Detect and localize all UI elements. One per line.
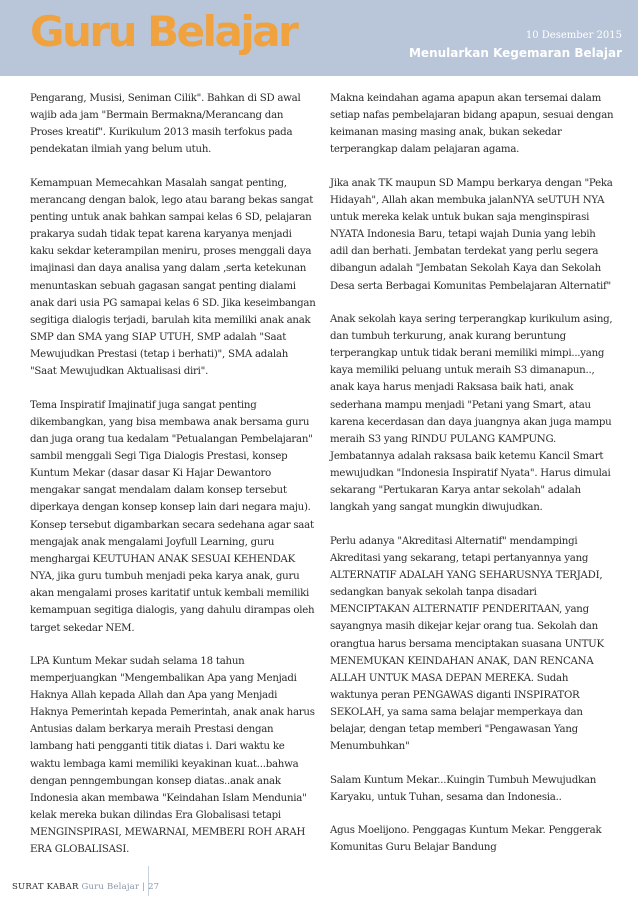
article-column-left [30,90,316,875]
page-header [0,0,638,76]
paragraph: Pengarang, Musisi, Seniman Cilik". Bahkan di SD awal wajib ada jam "Bermain Bermakna/Merancang dan Proses kreatif". Kurikulum 2013 masih terfokus pada pendekatan ilmiah yang belum utuh. [30,93,301,156]
paragraph: Makna keindahan agama apapun akan tersemai dalam setiap nafas pembelajaran bidang apapun, sesuai dengan keimanan masing masing anak, bukan sekedar terperangkap dalam pelajaran agama. [330,93,614,156]
issue-date: 10 Desember 2015 [525,30,622,41]
article-column-right [330,90,616,872]
paragraph: Jika anak TK maupun SD Mampu berkarya dengan "Peka Hidayah", Allah akan membuka jalanNYA seUTUH NYA untuk mereka kelak untuk bukan saja menginspirasi NYATA Indonesia Baru, tetapi wajah Dunia yang lebih adil dan berhati. Jembatan terdekat yang perlu segera dibangun adalah "Jembatan Sekolah Kaya dan Sekolah Desa serta Berbagai Komunitas Pembelajaran Alternatif" [330,177,613,292]
paragraph: Anak sekolah kaya sering terperangkap kurikulum asing, dan tumbuh terkurung, anak kurang beruntung terperangkap untuk tidak berani memiliki mimpi...yang kaya memiliki peluang untuk meraih S3 dimanapun.., anak kaya harus menjadi Raksasa baik hati, anak sederhana mampu menjadi "Petani yang Smart, atau karena kecerdasan dan daya juangnya akan juga mampu meraih S3 yang RINDU PULANG KAMPUNG. Jembatannya adalah raksasa baik ketemu Kancil Smart mewujudkan "Indonesia Inspiratif Nyata". Harus dimulai sekarang "Pertukaran Karya antar sekolah" adalah langkah yang sangat mungkin diwujudkan. [330,313,613,514]
paragraph: Perlu adanya "Akreditasi Alternatif" mendampingi Akreditasi yang sekarang, tetapi pertanyannya yang ALTERNATIF ADALAH YANG SEHARUSNYA TERJADI, sedangkan banyak sekolah tanpa disadari MENCIPTAKAN ALTERNATIF PENDERITAAN, yang sayangnya masih dikejar kejar orang tua. Sekolah dan orangtua harus bersama menciptakan suasana UNTUK MENEMUKAN KEINDAHAN ANAK, DAN RENCANA ALLAH UNTUK MASA DEPAN MEREKA. Sudah waktunya peran PENGAWAS diganti INSPIRATOR SEKOLAH, ya sama sama belajar memperkaya dan belajar, dengan tetap memberi "Pengawasan Yang Menumbuhkan" [330,535,604,753]
paragraph: Salam Kuntum Mekar...Kuingin Tumbuh Mewujudkan Karyaku, untuk Tuhan, sesama dan Indonesia.. [330,774,597,803]
masthead-tagline: Menularkan Kegemaran Belajar [408,46,622,60]
paragraph: Tema Inspiratif Imajinatif juga sangat penting dikembangkan, yang bisa membawa anak bersama guru dan juga orang tua kedalam "Petualangan Pembelajaran" sambil menggali Segi Tiga Dialogis Prestasi, konsep Kuntum Mekar (dasar dasar Ki Hajar Dewantoro mengakar sangat mendalam dalam konsep tersebut diperkaya dengan konsep konsep lain dari negara maju). Konsep tersebut digambarkan secara sedehana agar saat mengajak anak mengalami Joyfull Learning, guru menghargai KEUTUHAN ANAK SESUAI KEHENDAK NYA, jika guru tumbuh menjadi peka karya anak, guru akan mengalami proses karitatif untuk kembali memiliki kemampuan segitiga dialogis, yang dahulu dirampas oleh target sekedar NEM. [30,399,315,634]
page-footer [12,882,159,892]
paragraph: Agus Moelijono. Penggagas Kuntum Mekar. Penggerak Komunitas Guru Belajar Bandung [330,824,602,854]
footer-publication: SURAT KABAR [12,882,79,892]
footer-section-page: Guru Belajar | 27 [81,882,160,892]
paragraph: LPA Kuntum Mekar sudah selama 18 tahun memperjuangkan "Mengembalikan Apa yang Menjadi Haknya Allah kepada Allah dan Apa yang Menjadi Haknya Pemerintah kepada Pemerintah, anak anak harus Antusias dalam berkarya meraih Prestasi dengan lambang hati pengganti titik diatas i. Dari waktu ke waktu lembaga kami memiliki keyakinan kuat...bahwa dengan penngembungan konsep diatas..anak anak Indonesia akan membawa "Keindahan Islam Mendunia" kelak mereka bukan dilindas Era Globalisasi tetapi MENGINSPIRASI, MEWARNAI, MEMBERI ROH ARAH ERA GLOBALISASI. [30,655,315,856]
paragraph: Kemampuan Memecahkan Masalah sangat penting, merancang dengan balok, lego atau barang bekas sangat penting untuk anak bahkan sampai kelas 6 SD, pelajaran prakarya sudah tidak tepat karena karyanya menjadi kaku sekdar keterampilan meniru, proses menggali daya imajinasi dan daya analisa yang dalam ,serta ketekunan menuntaskan sebuah gagasan sangat penting dialami anak dari usia PG samapai kelas 6 SD. Jika keseimbangan segitiga dialogis terjadi, barulah kita memiliki anak anak SMP dan SMA yang SIAP UTUH, SMP adalah "Saat Mewujudkan Prestasi (tetap i berhati)", SMA adalah "Saat Mewujudkan Aktualisasi diri". [30,177,316,378]
masthead-logo: Guru Belajar [30,7,297,56]
